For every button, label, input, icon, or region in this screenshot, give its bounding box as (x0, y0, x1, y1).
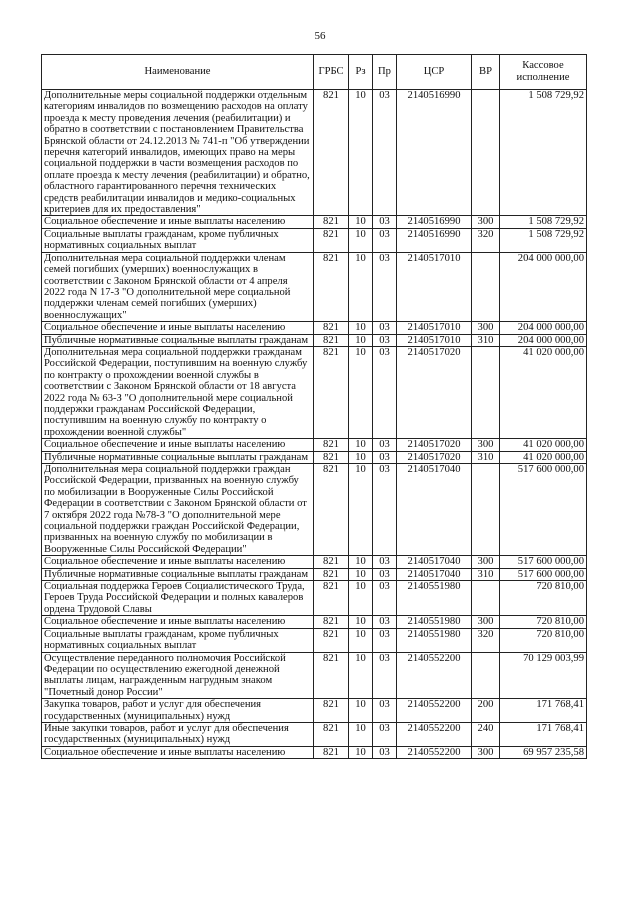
row-rz-cell: 10 (349, 699, 373, 723)
row-amount-cell: 204 000 000,00 (500, 252, 587, 321)
table-row (42, 439, 587, 451)
row-vr-cell: 300 (472, 322, 500, 334)
row-name-cell: Социальное обеспечение и иные выплаты населению (42, 616, 314, 628)
row-vr-cell: 300 (472, 216, 500, 228)
row-name-cell: Публичные нормативные социальные выплаты гражданам (42, 568, 314, 580)
row-rz-cell: 10 (349, 464, 373, 556)
row-name-cell: Дополнительная мера социальной поддержки граждан Российской Федерации, призванных на военную службу по мобилизации в Вооруженные Силы Российской Федерации в соответствии с Законом Брянской области от 7 октября 2022 года №78-З "О дополнительной мере социальной поддержки граждан Российской Федерации, призванных на военную службу по мобилизации в Вооруженные Силы Российской Федерации" (42, 464, 314, 556)
table-row (42, 616, 587, 628)
row-vr-cell: 310 (472, 334, 500, 346)
row-grbs-cell: 821 (314, 746, 349, 758)
row-amount-cell: 41 020 000,00 (500, 346, 587, 438)
table-row (42, 252, 587, 321)
row-csr-cell: 2140516990 (397, 228, 472, 252)
row-rz-cell: 10 (349, 451, 373, 463)
table-row (42, 90, 587, 216)
table-row (42, 322, 587, 334)
row-grbs-cell: 821 (314, 628, 349, 652)
row-csr-cell: 2140517020 (397, 439, 472, 451)
row-vr-cell: 320 (472, 228, 500, 252)
row-pr-cell: 03 (373, 652, 397, 699)
row-name-cell: Социальное обеспечение и иные выплаты населению (42, 746, 314, 758)
row-amount-cell: 720 810,00 (500, 628, 587, 652)
row-rz-cell: 10 (349, 228, 373, 252)
row-name-cell: Социальное обеспечение и иные выплаты населению (42, 216, 314, 228)
row-csr-cell: 2140517020 (397, 451, 472, 463)
table-row (42, 216, 587, 228)
row-vr-cell (472, 581, 500, 616)
row-csr-cell: 2140552200 (397, 746, 472, 758)
row-csr-cell: 2140516990 (397, 216, 472, 228)
table-row (42, 746, 587, 758)
row-grbs-cell: 821 (314, 722, 349, 746)
row-grbs-cell: 821 (314, 581, 349, 616)
row-vr-cell: 310 (472, 451, 500, 463)
row-vr-cell: 200 (472, 699, 500, 723)
row-amount-cell: 204 000 000,00 (500, 334, 587, 346)
row-csr-cell: 2140517010 (397, 252, 472, 321)
row-csr-cell: 2140517040 (397, 556, 472, 568)
row-grbs-cell: 821 (314, 90, 349, 216)
row-pr-cell: 03 (373, 616, 397, 628)
row-amount-cell: 517 600 000,00 (500, 568, 587, 580)
row-rz-cell: 10 (349, 581, 373, 616)
row-csr-cell: 2140552200 (397, 652, 472, 699)
row-pr-cell: 03 (373, 556, 397, 568)
row-pr-cell: 03 (373, 322, 397, 334)
row-csr-cell: 2140551980 (397, 581, 472, 616)
row-vr-cell (472, 464, 500, 556)
table-row (42, 451, 587, 463)
row-name-cell: Дополнительная мера социальной поддержки гражданам Российской Федерации, поступившим на военную службу по контракту о прохождении военной службы в соответствии с Законом Брянской области от 18 августа 2022 года № 63-З "О дополнительной мере социальной поддержки гражданам Российской Федерации, поступившим на военную службу по контракту о прохождении военной службы" (42, 346, 314, 438)
table-row (42, 228, 587, 252)
row-amount-cell: 517 600 000,00 (500, 464, 587, 556)
table-row (42, 581, 587, 616)
header-rz: Рз (349, 55, 373, 90)
row-csr-cell: 2140516990 (397, 90, 472, 216)
header-name: Наименование (42, 55, 314, 90)
row-amount-cell: 720 810,00 (500, 581, 587, 616)
row-csr-cell: 2140517010 (397, 334, 472, 346)
row-pr-cell: 03 (373, 346, 397, 438)
row-name-cell: Публичные нормативные социальные выплаты гражданам (42, 451, 314, 463)
row-rz-cell: 10 (349, 746, 373, 758)
row-amount-cell: 171 768,41 (500, 722, 587, 746)
row-pr-cell: 03 (373, 90, 397, 216)
row-pr-cell: 03 (373, 464, 397, 556)
table-row (42, 346, 587, 438)
row-vr-cell: 240 (472, 722, 500, 746)
row-rz-cell: 10 (349, 439, 373, 451)
table-header-row (42, 55, 587, 90)
row-rz-cell: 10 (349, 90, 373, 216)
table-body (42, 90, 587, 759)
row-amount-cell: 70 129 003,99 (500, 652, 587, 699)
row-rz-cell: 10 (349, 556, 373, 568)
row-amount-cell: 171 768,41 (500, 699, 587, 723)
row-grbs-cell: 821 (314, 464, 349, 556)
row-name-cell: Социальное обеспечение и иные выплаты населению (42, 322, 314, 334)
row-pr-cell: 03 (373, 451, 397, 463)
header-csr: ЦСР (397, 55, 472, 90)
table-row (42, 556, 587, 568)
row-grbs-cell: 821 (314, 556, 349, 568)
row-name-cell: Социальная поддержка Героев Социалистического Труда, Героев Труда Российской Федерации и полных кавалеров ордена Трудовой Славы (42, 581, 314, 616)
header-pr: Пр (373, 55, 397, 90)
row-grbs-cell: 821 (314, 652, 349, 699)
row-name-cell: Социальное обеспечение и иные выплаты населению (42, 439, 314, 451)
row-name-cell: Социальное обеспечение и иные выплаты населению (42, 556, 314, 568)
row-name-cell: Социальные выплаты гражданам, кроме публичных нормативных социальных выплат (42, 228, 314, 252)
row-name-cell: Социальные выплаты гражданам, кроме публичных нормативных социальных выплат (42, 628, 314, 652)
row-pr-cell: 03 (373, 628, 397, 652)
row-amount-cell: 41 020 000,00 (500, 451, 587, 463)
table-row (42, 652, 587, 699)
row-csr-cell: 2140552200 (397, 699, 472, 723)
row-vr-cell (472, 90, 500, 216)
row-rz-cell: 10 (349, 346, 373, 438)
row-grbs-cell: 821 (314, 322, 349, 334)
row-pr-cell: 03 (373, 228, 397, 252)
row-pr-cell: 03 (373, 568, 397, 580)
row-vr-cell: 320 (472, 628, 500, 652)
budget-execution-table (41, 54, 587, 759)
row-name-cell: Осуществление переданного полномочия Российской Федерации по осуществлению ежегодной денежной выплаты лицам, награжденным нагрудным знаком "Почетный донор России" (42, 652, 314, 699)
table-row (42, 628, 587, 652)
row-amount-cell: 1 508 729,92 (500, 216, 587, 228)
row-grbs-cell: 821 (314, 228, 349, 252)
row-pr-cell: 03 (373, 581, 397, 616)
row-grbs-cell: 821 (314, 451, 349, 463)
row-amount-cell: 517 600 000,00 (500, 556, 587, 568)
header-grbs: ГРБС (314, 55, 349, 90)
row-pr-cell: 03 (373, 746, 397, 758)
row-rz-cell: 10 (349, 568, 373, 580)
row-pr-cell: 03 (373, 252, 397, 321)
row-amount-cell: 69 957 235,58 (500, 746, 587, 758)
row-vr-cell: 300 (472, 439, 500, 451)
row-csr-cell: 2140551980 (397, 628, 472, 652)
row-vr-cell: 310 (472, 568, 500, 580)
row-grbs-cell: 821 (314, 616, 349, 628)
row-amount-cell: 1 508 729,92 (500, 90, 587, 216)
row-grbs-cell: 821 (314, 699, 349, 723)
row-rz-cell: 10 (349, 334, 373, 346)
row-vr-cell: 300 (472, 616, 500, 628)
row-pr-cell: 03 (373, 334, 397, 346)
row-csr-cell: 2140517020 (397, 346, 472, 438)
row-pr-cell: 03 (373, 699, 397, 723)
row-csr-cell: 2140551980 (397, 616, 472, 628)
row-vr-cell (472, 346, 500, 438)
row-rz-cell: 10 (349, 216, 373, 228)
row-grbs-cell: 821 (314, 216, 349, 228)
row-grbs-cell: 821 (314, 252, 349, 321)
row-amount-cell: 720 810,00 (500, 616, 587, 628)
row-csr-cell: 2140517040 (397, 464, 472, 556)
row-grbs-cell: 821 (314, 334, 349, 346)
row-pr-cell: 03 (373, 439, 397, 451)
row-name-cell: Публичные нормативные социальные выплаты гражданам (42, 334, 314, 346)
row-name-cell: Иные закупки товаров, работ и услуг для обеспечения государственных (муниципальных) нужд (42, 722, 314, 746)
table-row (42, 334, 587, 346)
row-rz-cell: 10 (349, 322, 373, 334)
row-rz-cell: 10 (349, 652, 373, 699)
row-name-cell: Закупка товаров, работ и услуг для обеспечения государственных (муниципальных) нужд (42, 699, 314, 723)
row-csr-cell: 2140517010 (397, 322, 472, 334)
page-number: 56 (314, 30, 326, 42)
row-vr-cell: 300 (472, 556, 500, 568)
row-csr-cell: 2140517040 (397, 568, 472, 580)
table-row (42, 568, 587, 580)
header-vr: ВР (472, 55, 500, 90)
row-amount-cell: 1 508 729,92 (500, 228, 587, 252)
table-row (42, 699, 587, 723)
row-vr-cell (472, 652, 500, 699)
row-rz-cell: 10 (349, 616, 373, 628)
header-amount: Кассовое исполнение (500, 55, 587, 90)
row-vr-cell: 300 (472, 746, 500, 758)
row-amount-cell: 41 020 000,00 (500, 439, 587, 451)
row-grbs-cell: 821 (314, 346, 349, 438)
table-row (42, 464, 587, 556)
row-rz-cell: 10 (349, 628, 373, 652)
row-grbs-cell: 821 (314, 568, 349, 580)
row-grbs-cell: 821 (314, 439, 349, 451)
row-name-cell: Дополнительные меры социальной поддержки отдельным категориям инвалидов по возмещению расходов на оплату проезда к месту проведения лечения (реабилитации) и обратно в соответствии с постановлением Правительства Брянской области от 24.12.2013 № 741-п "Об утверждении перечня категорий инвалидов, имеющих право на меры социальной поддержки в части возмещения расходов по оплате проезда к месту лечения (реабилитации) и обратно, областного гарантированного перечня технических средств реабилитации инвалидов и медико-социальных критериев для их предоставления" (42, 90, 314, 216)
row-vr-cell (472, 252, 500, 321)
row-amount-cell: 204 000 000,00 (500, 322, 587, 334)
row-pr-cell: 03 (373, 216, 397, 228)
table-row (42, 722, 587, 746)
row-csr-cell: 2140552200 (397, 722, 472, 746)
row-rz-cell: 10 (349, 252, 373, 321)
row-pr-cell: 03 (373, 722, 397, 746)
row-name-cell: Дополнительная мера социальной поддержки членам семей погибших (умерших) военнослужащих в соответствии с Законом Брянской области от 4 апреля 2022 года N 17-З "О дополнительной мере социальной поддержки членам семей погибших (умерших) военнослужащих" (42, 252, 314, 321)
row-rz-cell: 10 (349, 722, 373, 746)
